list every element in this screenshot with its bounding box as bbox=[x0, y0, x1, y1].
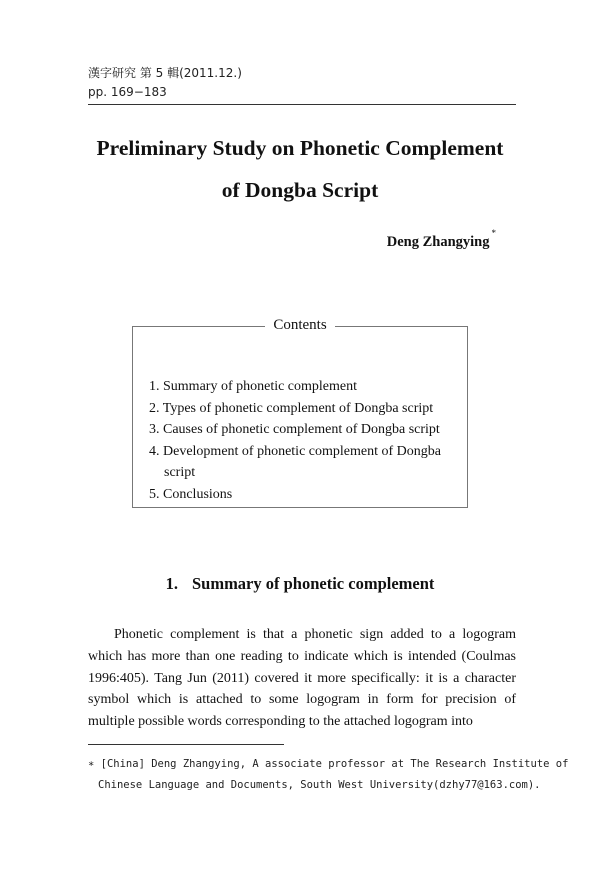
body-text bbox=[88, 624, 516, 733]
contents-heading: Contents bbox=[133, 315, 467, 335]
footnote bbox=[88, 754, 569, 796]
author-footnote-mark[interactable]: * bbox=[491, 228, 496, 238]
author-line bbox=[386, 228, 496, 251]
section-heading bbox=[0, 574, 600, 594]
contents-item[interactable]: 2. Types of phonetic complement of Dongba script bbox=[149, 400, 434, 416]
paper-title bbox=[60, 127, 540, 211]
header-rule bbox=[88, 104, 516, 105]
author-name: Deng Zhangying bbox=[386, 233, 490, 250]
contents-list bbox=[149, 376, 459, 505]
section-number: 1. bbox=[165, 574, 178, 593]
page-range: pp. 169−183 bbox=[88, 85, 167, 99]
footnote-line-2: Chinese Language and Documents, South West University(dzhy77@163.com). bbox=[98, 779, 541, 791]
title-line-1: Preliminary Study on Phonetic Complement bbox=[96, 136, 504, 160]
contents-box bbox=[132, 317, 468, 508]
running-head bbox=[88, 64, 242, 102]
contents-item[interactable]: 3. Causes of phonetic complement of Dongba script bbox=[149, 422, 440, 437]
body-paragraph: Phonetic complement is that a phonetic sign added to a logogram which has more than one reading to indicate which is intended (Coulmas 1996:405). Tang Jun (2011) covered it more specifically: it is a character symbol which is attached to some logogram in form for precision of multiple possible words corresponding to the attached logogram into bbox=[88, 627, 516, 730]
section-title: Summary of phonetic complement bbox=[191, 574, 435, 593]
contents-item[interactable]: 1. Summary of phonetic complement bbox=[149, 379, 358, 394]
journal-info: 漢字研究 第 5 輯(2011.12.) bbox=[88, 66, 242, 80]
title-line-2: of Dongba Script bbox=[221, 178, 379, 202]
contents-item[interactable]: 5. Conclusions bbox=[149, 486, 233, 502]
contents-item[interactable]: 4. Development of phonetic complement of Dongba script bbox=[149, 443, 441, 480]
footnote-rule bbox=[88, 744, 284, 745]
footnote-line-1: ∗ [China] Deng Zhangying, A associate professor at The Research Institute of bbox=[88, 758, 569, 770]
